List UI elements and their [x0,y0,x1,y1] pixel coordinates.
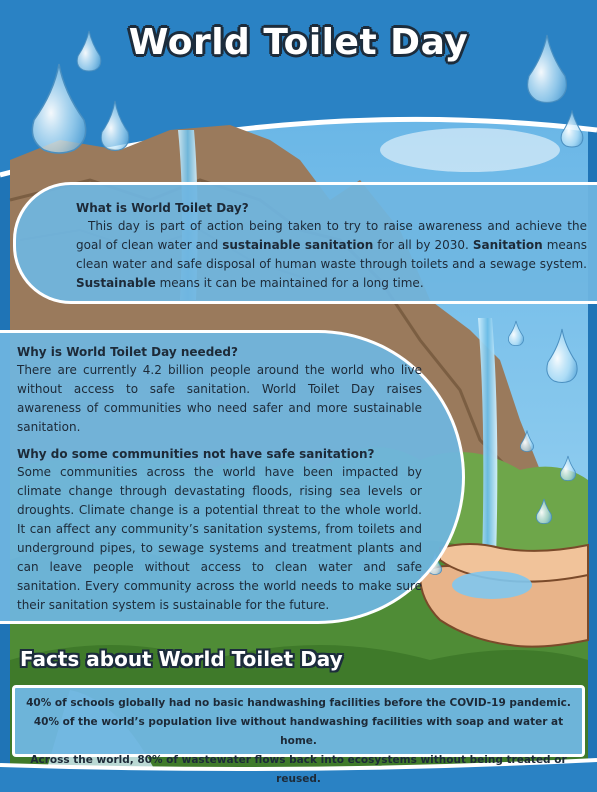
why-not-safe-heading: Why do some communities not have safe sanitation? [17,447,375,461]
what-is-panel [13,182,597,304]
water-drop-icon [545,328,579,384]
fact-item: Across the world, 80% of wastewater flows back into ecosystems without being treated or reused. [30,754,567,785]
what-body: This day is part of action being taken to try to raise awareness and achieve the goal of clean water and sustainable sanitation for all by 2030. Sanitation means clean water and safe disposal of human waste through toilets and a sewage system. Sustainable means it can be maintained for a long time. [76,219,587,290]
water-drop-icon [508,320,524,346]
what-heading: What is World Toilet Day? [76,201,249,215]
fact-item: 40% of schools globally had no basic handwashing facilities before the COVID-19 pandemic. [26,697,571,709]
water-drop-icon [28,62,90,154]
water-drop-icon [560,455,576,481]
water-drop-icon [520,430,534,452]
why-needed-heading: Why is World Toilet Day needed? [17,345,238,359]
page-title: World Toilet Day [128,22,469,63]
facts-box [12,685,585,785]
why-panel [0,330,465,624]
why-not-safe-body: Some communities across the world have been impacted by climate change through devastating floods, rising sea levels or droughts. Climate change is a potential threat to the whole world. It can affect any community’s sanitation systems, from toilets and underground pipes, to sewage systems and treatment plants and can leave people without access to clean water and safe sanitation. Every community across the world needs to make sure their sanitation system is sustainable for the future. [17,465,422,612]
fact-item: 40% of the world’s population live without handwashing facilities with soap and water at home. [33,716,564,747]
water-drop-icon [100,100,130,152]
water-drop-icon [536,498,552,524]
facts-heading: Facts about World Toilet Day [20,647,343,671]
water-drop-icon [560,110,584,148]
why-needed-body: There are currently 4.2 billion people around the world who live without access to safe sanitation. World Toilet Day raises awareness of communities who need safer and more sustainable sanitation. [17,363,422,434]
